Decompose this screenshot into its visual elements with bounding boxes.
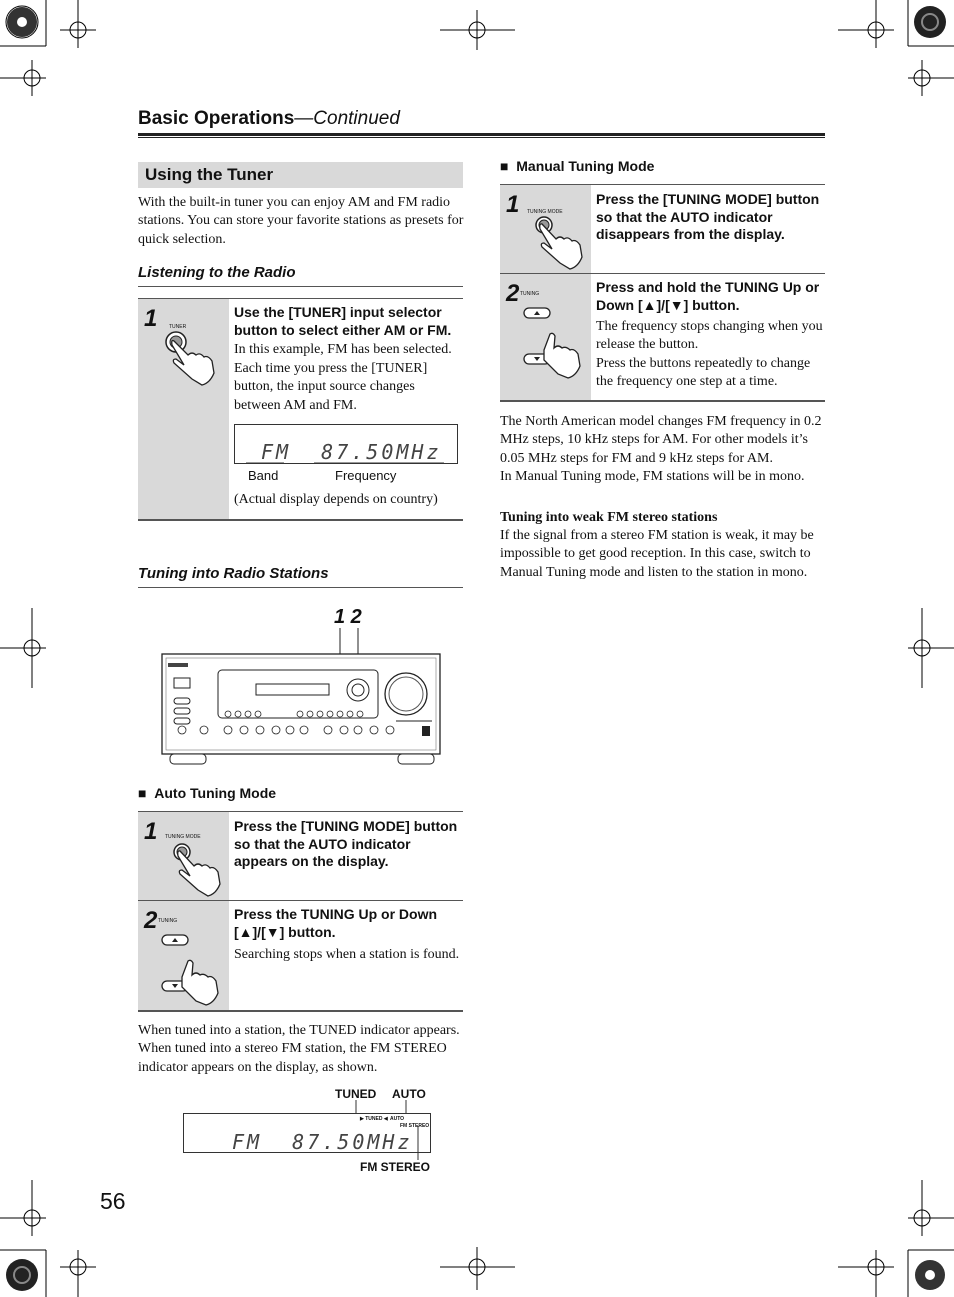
page-header <box>138 108 400 130</box>
hand-press-button-icon <box>172 842 228 898</box>
step-title: Press the [TUNING MODE] button so that the AUTO indicator disappears from the display. <box>596 191 820 242</box>
receiver-front-panel-illustration <box>160 628 442 768</box>
step-title: Use the [TUNER] input selector button to select either AM or FM. <box>234 304 452 338</box>
tuning-mode-button-label: TUNING MODE <box>165 834 201 840</box>
auto-step-2 <box>138 900 463 1012</box>
auto-step-1 <box>138 811 463 900</box>
step-illustration-panel <box>500 185 591 274</box>
step-text-1: In this example, FM has been selected. <box>234 342 452 357</box>
callout-step-numbers: 1 2 <box>334 606 362 628</box>
hand-press-button-icon <box>534 215 590 271</box>
tuning-mode-button-label: TUNING MODE <box>527 209 563 215</box>
step-text-1: The frequency stops changing when you release the button. <box>596 319 823 353</box>
listening-step-1 <box>138 298 463 521</box>
fm-display-text: FM 87.50MHz <box>261 440 442 464</box>
listening-heading: Listening to the Radio <box>138 264 296 281</box>
weak-stations-heading: Tuning into weak FM stereo stations <box>500 510 718 525</box>
step-text-2: Press the buttons repeatedly to change the frequency one step at a time. <box>596 356 811 390</box>
step-title: Press the TUNING Up or Down [▲]/[▼] button. <box>234 906 438 940</box>
tuned-label: TUNED <box>335 1087 377 1101</box>
display-callout-lines <box>234 439 464 471</box>
section-intro: With the built-in tuner you can enjoy AM and FM radio stations. You can store your favorite stations as presets for quick selection. <box>138 195 464 247</box>
manual-after-text-1: The North American model changes FM frequency in 0.2 MHz steps, 10 kHz steps for AM. For other models it’s 0.05 MHz steps for FM and 9 kHz steps for AM. <box>500 414 822 466</box>
fm-stereo-indicator: FM STEREO <box>400 1123 430 1129</box>
tuning-heading: Tuning into Radio Stations <box>138 565 329 582</box>
tuning-button-label: TUNING <box>520 291 540 297</box>
tuning-button-label: TUNING <box>158 918 178 924</box>
auto-after-text: When tuned into a station, the TUNED indicator appears. When tuned into a stereo FM station, the FM STEREO indicator appears on the display, as shown. <box>138 1023 460 1075</box>
auto-mode-heading-text: Auto Tuning Mode <box>154 785 277 801</box>
section-title: Using the Tuner <box>145 165 274 184</box>
listening-heading-rule <box>138 286 463 287</box>
weak-stations-text: If the signal from a stereo FM station is weak, it may be impossible to get good reception. In this case, switch to Manual Tuning mode and listen to the station in mono. <box>500 528 814 580</box>
header-continued: —Continued <box>294 108 400 129</box>
manual-step-1 <box>500 184 825 273</box>
tuning-heading-rule <box>138 587 463 588</box>
hand-press-tuning-icon <box>158 931 228 1006</box>
page-number: 56 <box>100 1188 126 1214</box>
step-number: 1 <box>144 818 158 845</box>
header-rule-thin <box>138 137 825 138</box>
header-title: Basic Operations <box>138 108 295 129</box>
frequency-label: Frequency <box>335 468 397 483</box>
manual-mode-heading-text: Manual Tuning Mode <box>516 158 655 174</box>
step-illustration-panel <box>138 812 229 901</box>
step-number: 2 <box>144 907 158 934</box>
tuned-indicator: ▶ TUNED ◀ <box>360 1116 388 1122</box>
tuner-button-label: TUNER <box>169 324 187 330</box>
display-note: (Actual display depends on country) <box>234 492 438 507</box>
stereo-display <box>183 1113 431 1153</box>
band-label: Band <box>248 468 279 483</box>
step-text-2: Each time you press the [TUNER] button, the input source changes between AM and FM. <box>234 361 428 413</box>
step-number: 2 <box>506 280 520 307</box>
step-text: Searching stops when a station is found. <box>234 947 460 962</box>
manual-step-2 <box>500 273 825 402</box>
fm-stereo-label: FM STEREO <box>360 1160 431 1174</box>
step-title: Press the [TUNING MODE] button so that the AUTO indicator appears on the display. <box>234 818 458 869</box>
hand-press-tuning-icon <box>520 304 590 379</box>
step-title: Press and hold the TUNING Up or Down [▲]/[▼] button. <box>596 279 820 313</box>
hand-press-button-icon <box>162 329 222 389</box>
manual-mode-heading: ■ Manual Tuning Mode <box>500 158 655 174</box>
section-title-bar <box>138 162 463 188</box>
manual-after-text-2: In Manual Tuning mode, FM stations will be in mono. <box>500 469 805 484</box>
auto-indicator: AUTO <box>390 1116 405 1122</box>
step-number: 1 <box>144 305 158 332</box>
stereo-display-text: FM 87.50MHz <box>232 1130 413 1154</box>
header-rule <box>138 133 825 136</box>
step-illustration-panel <box>138 299 229 519</box>
auto-label: AUTO <box>392 1087 426 1101</box>
step-illustration-panel <box>138 901 229 1010</box>
step-number: 1 <box>506 191 520 218</box>
step-illustration-panel <box>500 274 591 400</box>
auto-mode-heading: ■ Auto Tuning Mode <box>138 785 277 801</box>
